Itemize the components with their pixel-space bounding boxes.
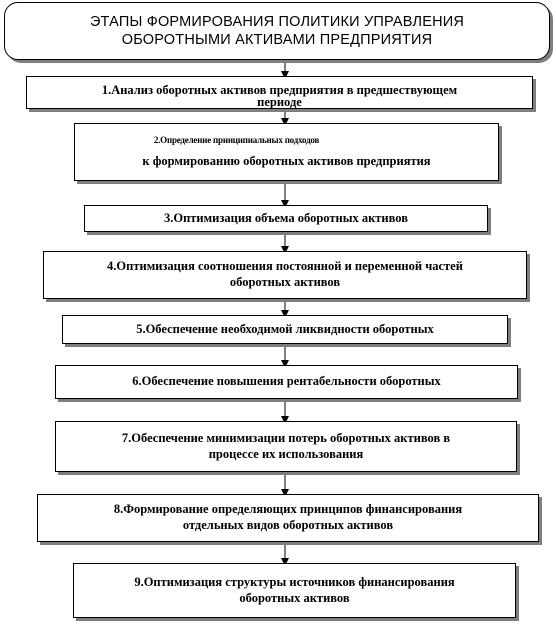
step-9-line-2: оборотных активов bbox=[239, 590, 350, 605]
step-4-line-2: оборотных активов bbox=[229, 275, 341, 289]
step-4-box bbox=[43, 251, 527, 299]
step-2-line-2: к формированию оборотных активов предприятия bbox=[142, 153, 431, 168]
diagram-title-box bbox=[4, 2, 550, 60]
step-7-box bbox=[55, 421, 517, 472]
step-6-line-1: 6.Обеспечение повышения рентабельности оборотных bbox=[132, 374, 441, 389]
step-2-line-1: 2.Определение принципиальных подходов bbox=[153, 134, 320, 145]
step-7-line-1: 7.Обеспечение минимизации потерь оборотных активов в bbox=[121, 430, 451, 445]
step-8-line-2: отдельных видов оборотных активов bbox=[182, 518, 394, 532]
diagram-title-line-1: ЭТАПЫ ФОРМИРОВАНИЯ ПОЛИТИКИ УПРАВЛЕНИЯ bbox=[89, 13, 465, 30]
step-7-line-2: процессе их использования bbox=[208, 446, 364, 461]
step-5-box bbox=[62, 315, 508, 344]
step-3-box bbox=[84, 205, 488, 232]
step-3-line-1: 3.Оптимизация объема оборотных активов bbox=[163, 210, 408, 225]
step-1-line-1: 1.Анализ оборотных активов предприятия в предшествующем bbox=[101, 83, 458, 97]
step-9-box bbox=[73, 563, 516, 618]
step-4-line-1: 4.Оптимизация соотношения постоянной и переменной частей bbox=[107, 259, 463, 274]
step-8-line-1: 8.Формирование определяющих принципов финансирования bbox=[113, 502, 463, 517]
step-1-line-2: периоде bbox=[257, 94, 302, 109]
diagram-title-line-2: ОБОРОТНЫМИ АКТИВАМИ ПРЕДПРИЯТИЯ bbox=[121, 32, 433, 48]
step-1-box bbox=[26, 76, 533, 109]
step-8-box bbox=[37, 494, 539, 542]
step-9-line-1: 9.Оптимизация структуры источников финансирования bbox=[134, 574, 455, 589]
step-5-line-1: 5.Обеспечение необходимой ликвидности оборотных bbox=[136, 321, 434, 336]
step-6-box bbox=[55, 365, 518, 399]
step-2-box bbox=[74, 123, 499, 181]
